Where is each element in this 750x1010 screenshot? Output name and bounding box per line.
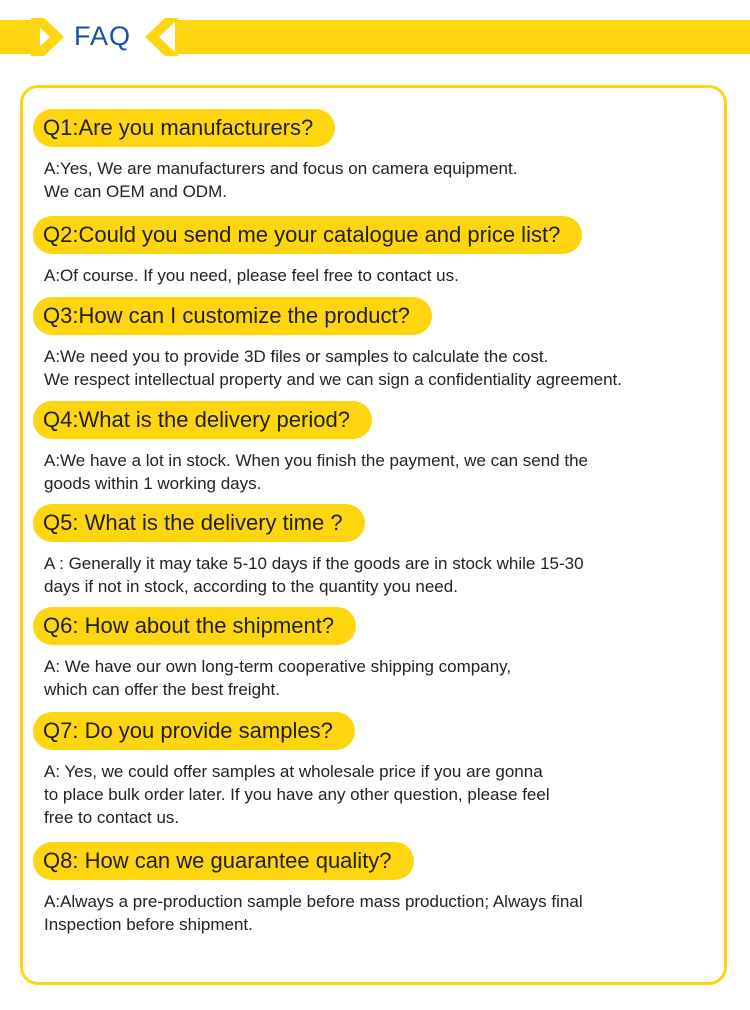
header-bar-right [175,20,750,54]
question-label: Q2:Could you send me your catalogue and price list? [33,216,582,254]
faq-item-5 [33,504,584,598]
page-title: FAQ [74,21,132,51]
question-label: Q8: How can we guarantee quality? [33,842,414,880]
faq-item-8 [33,842,583,936]
answer-text: A: Yes, we could offer samples at wholesale price if you are gonna to place bulk order later. If you have any other question, please feel free to contact us. [44,762,550,827]
faq-header [0,0,750,75]
faq-item-1 [33,109,517,203]
answer-text: A : Generally it may take 5-10 days if the goods are in stock while 15-30 days if not in stock, according to the quantity you need. [44,554,584,596]
answer-text: A:Yes, We are manufacturers and focus on camera equipment. We can OEM and ODM. [44,159,518,201]
faq-item-2 [33,216,582,287]
faq-item-3 [33,297,622,391]
question-label: Q3:How can I customize the product? [33,297,432,335]
faq-item-6 [33,607,511,701]
answer-text: A: We have our own long-term cooperative shipping company, which can offer the best freight. [44,657,512,699]
question-label: Q6: How about the shipment? [33,607,356,645]
answer-text: A:We need you to provide 3D files or samples to calculate the cost. We respect intellectual property and we can sign a confidentiality agreement. [44,347,623,389]
question-label: Q7: Do you provide samples? [33,712,355,750]
answer-text: A:We have a lot in stock. When you finish the payment, we can send the goods within 1 working days. [44,451,588,493]
answer-text: A:Always a pre-production sample before mass production; Always final Inspection before shipment. [44,892,583,934]
faq-item-4 [33,401,588,495]
question-label: Q4:What is the delivery period? [33,401,372,439]
faq-item-7 [33,712,550,829]
answer-text: A:Of course. If you need, please feel free to contact us. [44,266,459,285]
question-label: Q1:Are you manufacturers? [33,109,335,147]
chevron-right-icon [30,16,66,58]
question-label: Q5: What is the delivery time ? [33,504,365,542]
